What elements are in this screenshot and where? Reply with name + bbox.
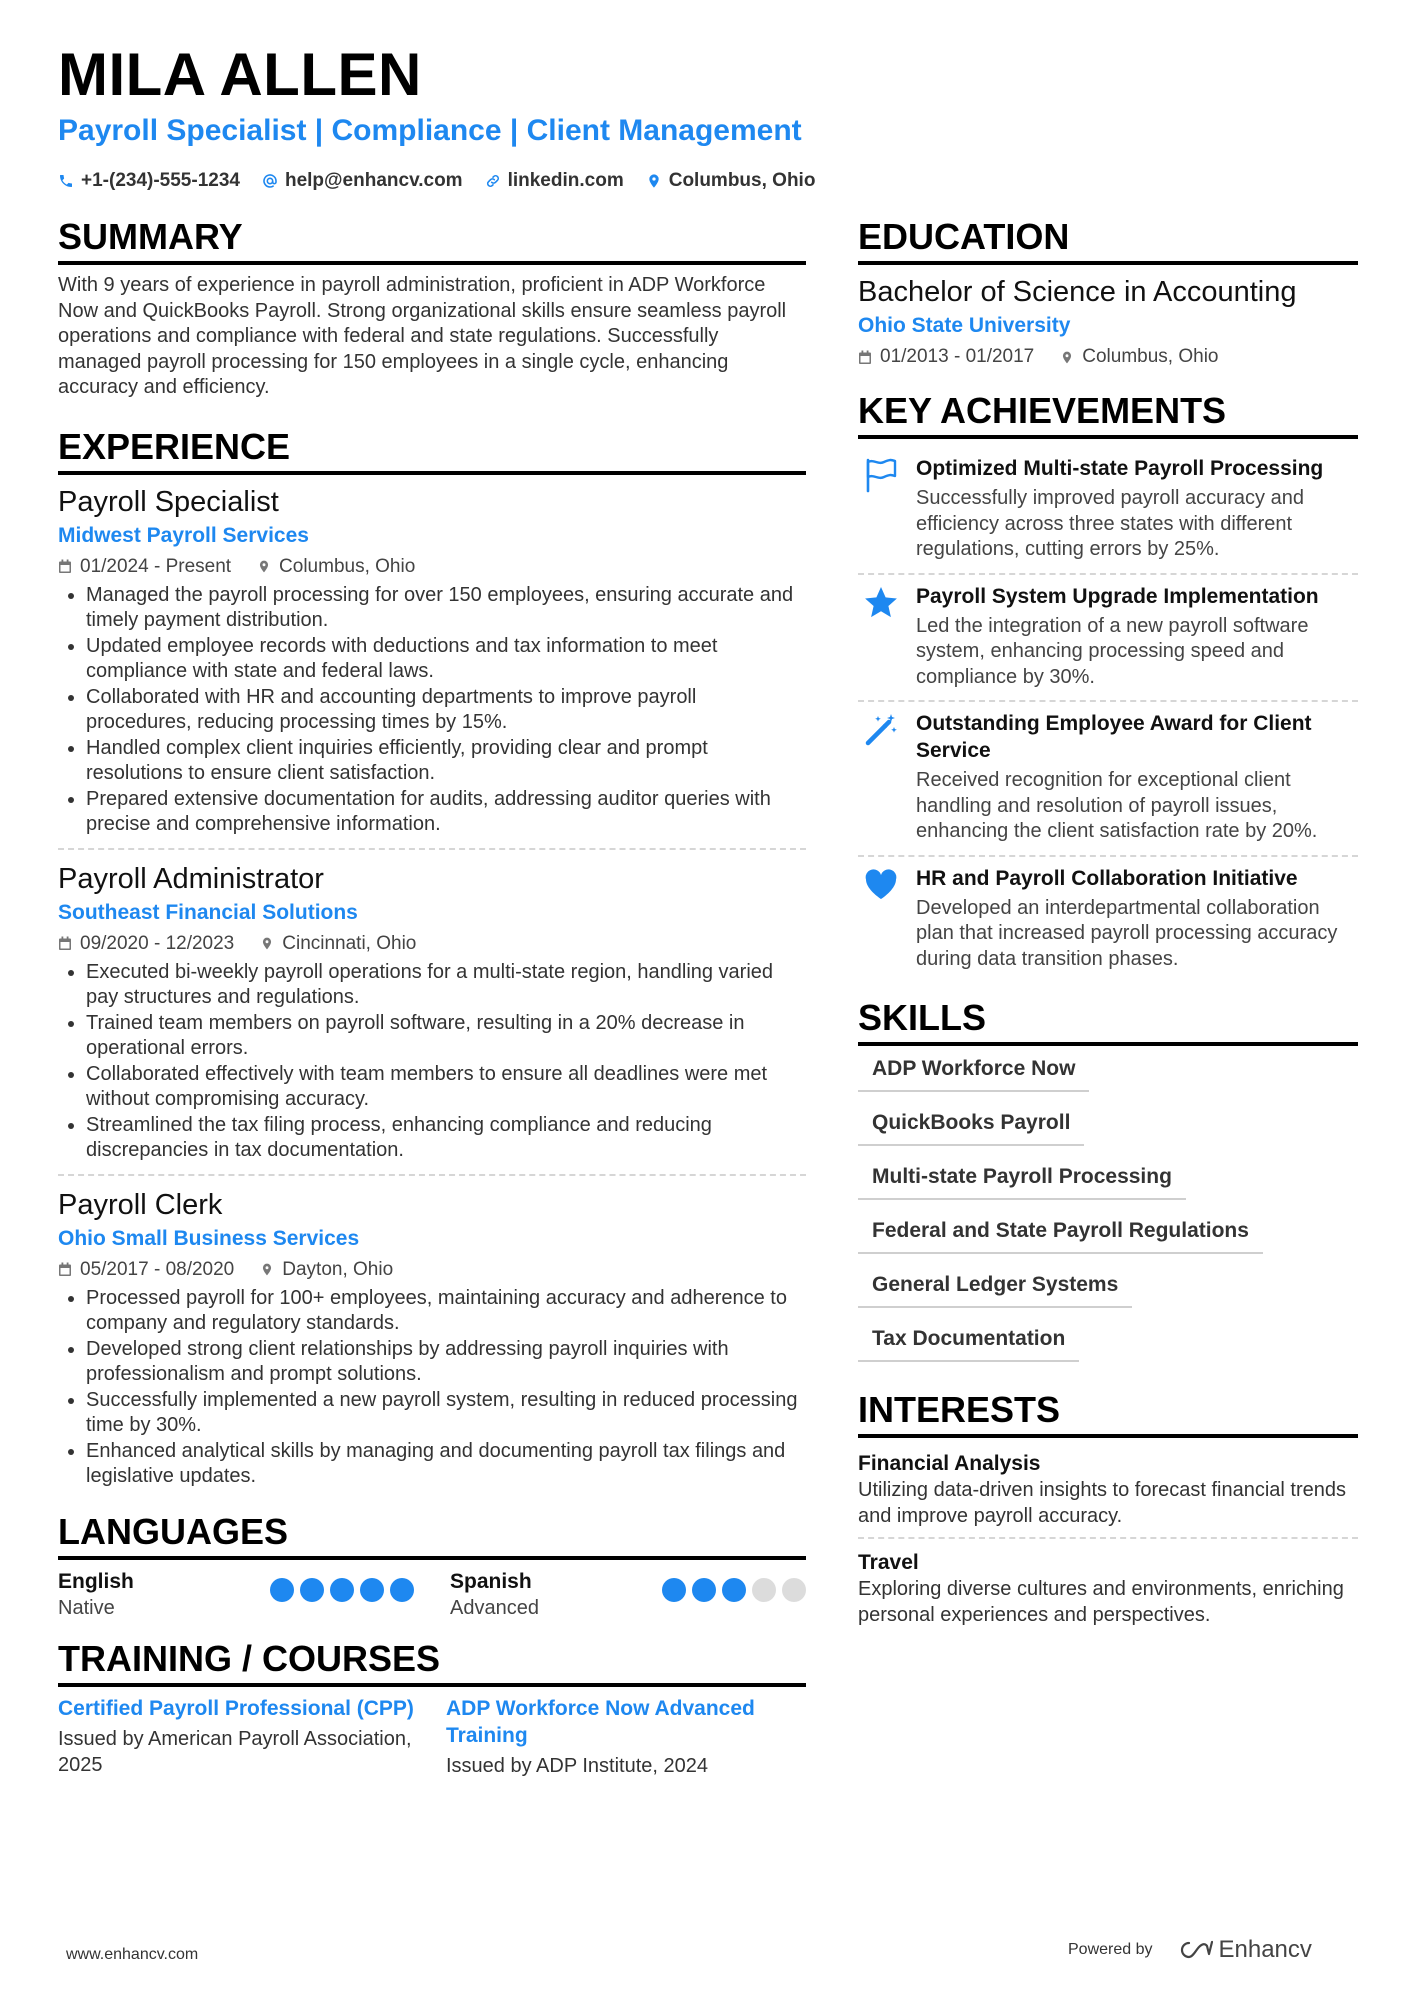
language-item bbox=[58, 1568, 414, 1621]
location-pin-icon bbox=[260, 936, 274, 951]
achievement-item bbox=[858, 447, 1358, 575]
section-title: LANGUAGES bbox=[58, 1510, 806, 1560]
job-title: Payroll Administrator bbox=[58, 862, 324, 895]
rating-dot-filled bbox=[270, 1578, 294, 1602]
job-location: Cincinnati, Ohio bbox=[282, 932, 417, 954]
star-icon bbox=[863, 585, 899, 621]
job-dates: 05/2017 - 08/2020 bbox=[80, 1258, 235, 1280]
job-title: Payroll Specialist bbox=[58, 485, 279, 518]
calendar-icon bbox=[58, 936, 72, 951]
powered-by-text: Powered by bbox=[1068, 1941, 1153, 1958]
calendar-icon bbox=[58, 1262, 72, 1277]
phone-text[interactable]: +1-(234)-555-1234 bbox=[81, 170, 240, 191]
language-name: English bbox=[58, 1569, 134, 1593]
bullet-item: • Developed strong client relationships by addressing payroll inquiries with professionalism and prompt solutions. bbox=[86, 1337, 806, 1388]
job-dates: 01/2024 - Present bbox=[80, 555, 232, 577]
location-pin-icon bbox=[646, 173, 662, 189]
section-title: EXPERIENCE bbox=[58, 425, 806, 475]
phone-icon bbox=[58, 173, 74, 189]
link-icon bbox=[485, 173, 501, 189]
course-title: ADP Workforce Now Advanced Training bbox=[446, 1696, 755, 1747]
course-item bbox=[58, 1695, 416, 1779]
section-title: SKILLS bbox=[858, 996, 1358, 1046]
interest-desc: Utilizing data-driven insights to forecast financial trends and improve payroll accuracy. bbox=[858, 1479, 1347, 1527]
skill-list bbox=[858, 1056, 1358, 1362]
footer-website[interactable]: www.enhancv.com bbox=[66, 1946, 199, 1963]
section-title: SUMMARY bbox=[58, 215, 806, 265]
rating-dot-filled bbox=[662, 1578, 686, 1602]
rating-dot-filled bbox=[330, 1578, 354, 1602]
achievement-title: Outstanding Employee Award for Client Service bbox=[916, 712, 1312, 762]
interests-section bbox=[858, 1388, 1358, 1636]
skill-tag: Multi-state Payroll Processing bbox=[858, 1164, 1186, 1200]
summary-text: With 9 years of experience in payroll administration, proficient in ADP Workforce Now and QuickBooks Payroll. Strong organizational skills ensure seamless payroll operations and compliance with federal and state regulations. Successfully managed payroll processing for 150 employees in a single cycle, enhancing accuracy and efficiency. bbox=[58, 274, 787, 398]
degree: Bachelor of Science in Accounting bbox=[858, 276, 1297, 308]
bullet-item: • Enhanced analytical skills by managing and documenting payroll tax filings and legislative updates. bbox=[86, 1439, 806, 1490]
skill-tag: QuickBooks Payroll bbox=[858, 1110, 1084, 1146]
contact-bar bbox=[58, 170, 815, 192]
course-issuer: Issued by American Payroll Association, 2025 bbox=[58, 1727, 412, 1776]
course-list bbox=[58, 1695, 806, 1779]
school-name: Ohio State University bbox=[858, 314, 1071, 337]
job-location: Dayton, Ohio bbox=[282, 1258, 394, 1280]
company-name: Ohio Small Business Services bbox=[58, 1226, 360, 1250]
bullet-item: • Managed the payroll processing for over 150 employees, ensuring accurate and timely payment distribution. bbox=[86, 583, 806, 634]
job-meta bbox=[58, 553, 806, 581]
interest-desc: Exploring diverse cultures and environments, enriching personal experiences and perspectives. bbox=[858, 1578, 1344, 1626]
language-item bbox=[450, 1568, 806, 1621]
company-name: Midwest Payroll Services bbox=[58, 523, 309, 547]
email-text[interactable]: help@enhancv.com bbox=[284, 170, 463, 191]
contact-linkedin bbox=[485, 170, 624, 192]
job-entry bbox=[58, 860, 806, 1176]
left-column bbox=[58, 215, 806, 1779]
calendar-icon bbox=[858, 350, 872, 365]
rating-dot-empty bbox=[752, 1578, 776, 1602]
location-pin-icon bbox=[260, 1262, 274, 1277]
section-title: KEY ACHIEVEMENTS bbox=[858, 389, 1358, 439]
achievement-item bbox=[858, 575, 1358, 703]
language-name: Spanish bbox=[450, 1569, 532, 1593]
bullet-item: • Trained team members on payroll software, resulting in a 20% decrease in operational errors. bbox=[86, 1011, 806, 1062]
at-icon bbox=[262, 173, 278, 189]
skill-tag: General Ledger Systems bbox=[858, 1272, 1132, 1308]
rating-dot-empty bbox=[782, 1578, 806, 1602]
flag-icon bbox=[863, 457, 899, 493]
achievement-item bbox=[858, 857, 1358, 983]
section-title: EDUCATION bbox=[858, 215, 1358, 265]
education-location: Columbus, Ohio bbox=[1082, 346, 1219, 367]
section-title: INTERESTS bbox=[858, 1388, 1358, 1438]
magic-wand-icon bbox=[863, 712, 899, 748]
language-level: Native bbox=[58, 1596, 115, 1619]
bullet-item: • Collaborated with HR and accounting departments to improve payroll procedures, reducing processing times by 15%. bbox=[86, 685, 806, 736]
job-bullets bbox=[58, 1286, 806, 1490]
bullet-item: • Processed payroll for 100+ employees, maintaining accuracy and adherence to company and regulatory standards. bbox=[86, 1286, 806, 1337]
job-entry bbox=[58, 483, 806, 850]
skills-section bbox=[858, 996, 1358, 1362]
bullet-item: • Handled complex client inquiries efficiently, providing clear and prompt resolutions to ensure client satisfaction. bbox=[86, 736, 806, 787]
summary-section bbox=[58, 215, 806, 401]
rating-dot-filled bbox=[390, 1578, 414, 1602]
location-pin-icon bbox=[1060, 350, 1074, 365]
course-title: Certified Payroll Professional (CPP) bbox=[58, 1696, 414, 1720]
rating-dot-filled bbox=[722, 1578, 746, 1602]
rating-dot-filled bbox=[692, 1578, 716, 1602]
brand-name: Enhancv bbox=[1218, 1936, 1312, 1963]
contact-location bbox=[646, 170, 816, 192]
company-name: Southeast Financial Solutions bbox=[58, 900, 358, 924]
interest-title: Financial Analysis bbox=[858, 1452, 1041, 1475]
bullet-item: • Successfully implemented a new payroll system, resulting in reduced processing time by 30%. bbox=[86, 1388, 806, 1439]
achievement-desc: Led the integration of a new payroll software system, enhancing processing speed and compliance by 30%. bbox=[916, 614, 1309, 688]
linkedin-text[interactable]: linkedin.com bbox=[507, 170, 624, 191]
job-title: Payroll Clerk bbox=[58, 1188, 223, 1221]
achievement-title: Optimized Multi-state Payroll Processing bbox=[916, 457, 1324, 480]
language-list bbox=[58, 1568, 806, 1621]
contact-email bbox=[262, 170, 463, 192]
achievement-title: Payroll System Upgrade Implementation bbox=[916, 584, 1319, 608]
interest-title: Travel bbox=[858, 1551, 919, 1574]
location-pin-icon bbox=[257, 559, 271, 574]
job-bullets bbox=[58, 583, 806, 838]
education-dates: 01/2013 - 01/2017 bbox=[880, 346, 1035, 367]
skill-tag: Federal and State Payroll Regulations bbox=[858, 1218, 1263, 1254]
job-location: Columbus, Ohio bbox=[279, 555, 416, 577]
right-column bbox=[858, 215, 1358, 1642]
interest-item bbox=[858, 1545, 1358, 1636]
education-section bbox=[858, 215, 1358, 371]
heart-icon bbox=[863, 867, 899, 903]
skill-tag: Tax Documentation bbox=[858, 1326, 1079, 1362]
bullet-item: • Updated employee records with deductions and tax information to meet compliance with state and federal laws. bbox=[86, 634, 806, 685]
location-text: Columbus, Ohio bbox=[668, 170, 816, 191]
achievement-desc: Developed an interdepartmental collaboration plan that increased payroll processing accuracy during data transition phases. bbox=[916, 896, 1338, 970]
achievements-section bbox=[858, 389, 1358, 982]
footer-branding bbox=[1068, 1936, 1312, 1964]
rating-dot-filled bbox=[360, 1578, 384, 1602]
skill-tag: ADP Workforce Now bbox=[858, 1056, 1089, 1092]
course-item bbox=[446, 1695, 804, 1779]
bullet-item: • Streamlined the tax filing process, enhancing compliance and reducing discrepancies in tax documentation. bbox=[86, 1113, 806, 1164]
achievement-item bbox=[858, 702, 1358, 857]
achievement-desc: Successfully improved payroll accuracy and efficiency across three states with different regulations, cutting errors by 25%. bbox=[916, 487, 1304, 560]
calendar-icon bbox=[58, 559, 72, 574]
contact-phone bbox=[58, 170, 240, 192]
bullet-item: • Prepared extensive documentation for audits, addressing auditor queries with precise and comprehensive information. bbox=[86, 787, 806, 838]
achievement-desc: Received recognition for exceptional client handling and resolution of payroll issues, enhancing the client satisfaction rate by 20%. bbox=[916, 769, 1318, 842]
training-section bbox=[58, 1637, 806, 1779]
job-entry bbox=[58, 1186, 806, 1500]
job-dates: 09/2020 - 12/2023 bbox=[80, 932, 235, 954]
job-meta bbox=[58, 930, 806, 958]
section-title: TRAINING / COURSES bbox=[58, 1637, 806, 1687]
language-rating bbox=[662, 1578, 806, 1602]
job-bullets bbox=[58, 960, 806, 1164]
job-meta bbox=[58, 1256, 806, 1284]
course-issuer: Issued by ADP Institute, 2024 bbox=[446, 1754, 709, 1777]
experience-section bbox=[58, 425, 806, 1500]
brand-logo bbox=[1173, 1936, 1312, 1964]
rating-dot-filled bbox=[300, 1578, 324, 1602]
headline: Payroll Specialist | Compliance | Client Management bbox=[58, 114, 802, 147]
candidate-name: MILA ALLEN bbox=[58, 41, 422, 108]
language-level: Advanced bbox=[450, 1596, 539, 1619]
language-rating bbox=[270, 1578, 414, 1602]
bullet-item: • Collaborated effectively with team members to ensure all deadlines were met without compromising accuracy. bbox=[86, 1062, 806, 1113]
achievement-title: HR and Payroll Collaboration Initiative bbox=[916, 866, 1298, 890]
interest-item bbox=[858, 1446, 1358, 1539]
languages-section bbox=[58, 1510, 806, 1621]
bullet-item: • Executed bi-weekly payroll operations for a multi-state region, handling varied pay structures and regulations. bbox=[86, 960, 806, 1011]
enhancv-logo-icon bbox=[1173, 1939, 1213, 1961]
education-meta bbox=[858, 343, 1358, 371]
